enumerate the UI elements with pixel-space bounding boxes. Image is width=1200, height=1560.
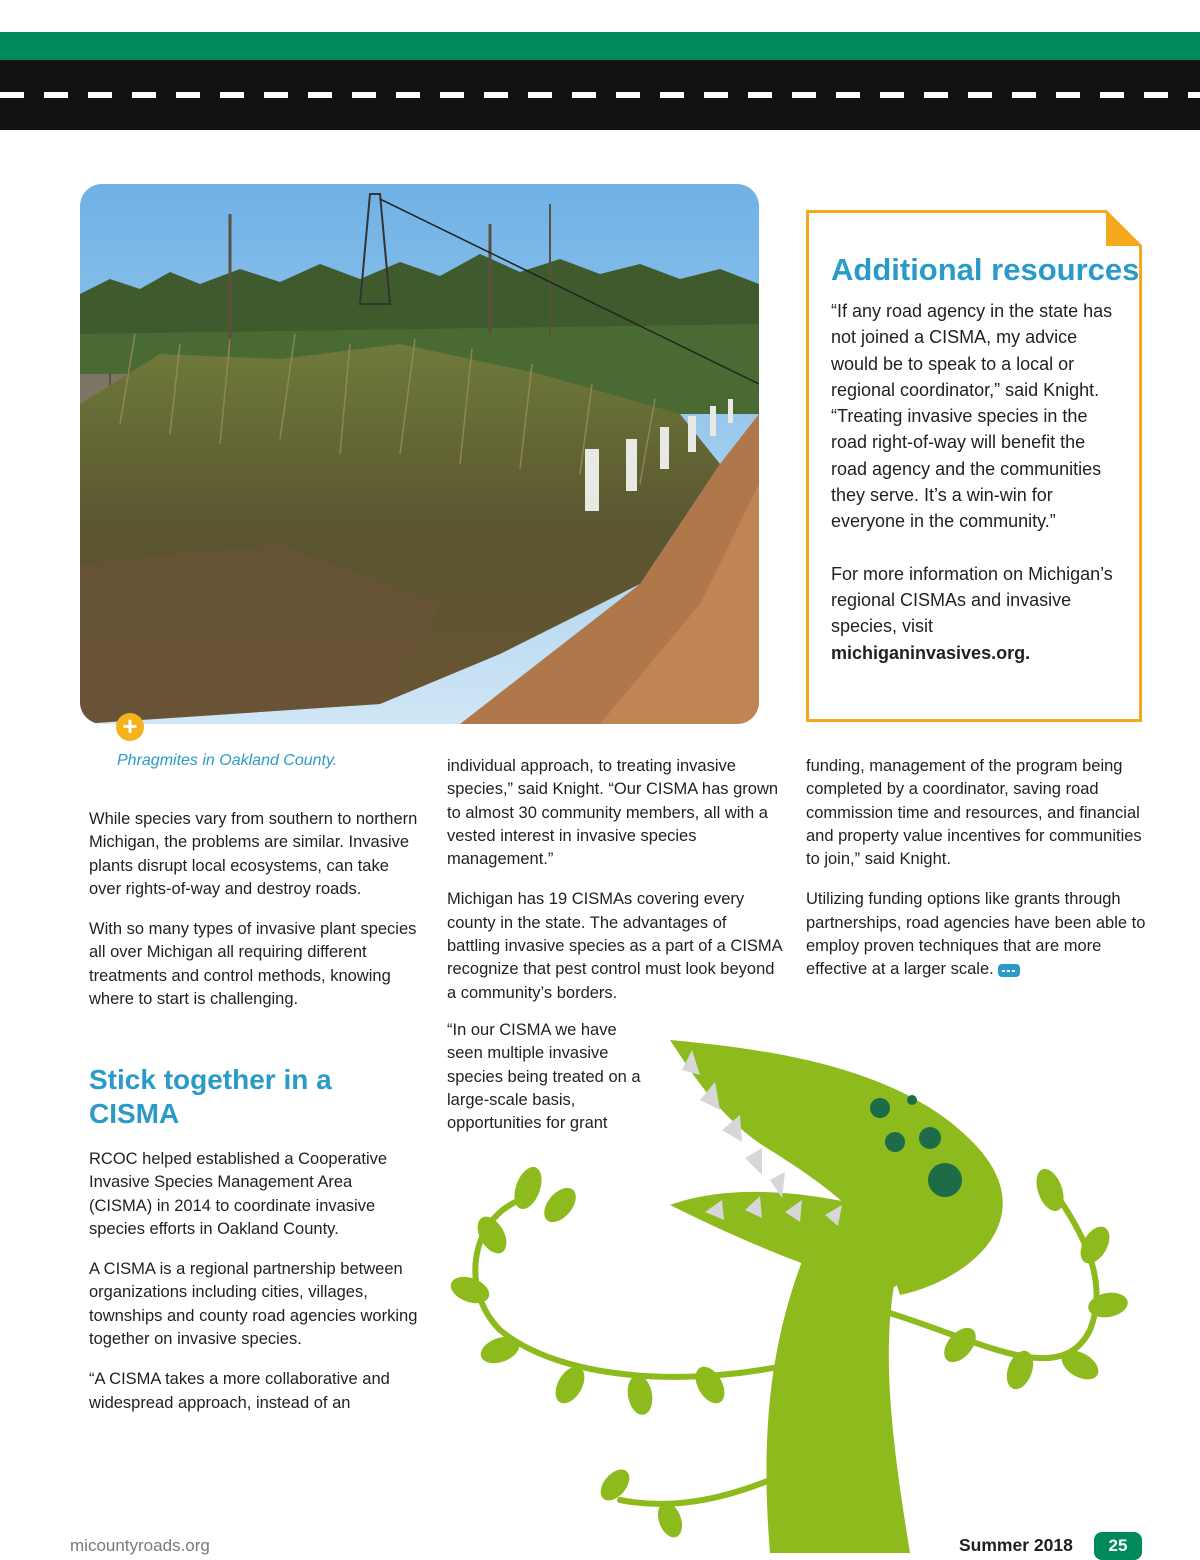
closing-paragraph-text: Utilizing funding options like grants through partnerships, road agencies have been able to employ proven techniques that are more effective at a larger scale. — [806, 890, 1146, 979]
phragmites-photo — [80, 184, 759, 724]
paragraph: funding, management of the program being completed by a coordinator, saving road commission time and resources, and financial and property value incentives for communities to join,” said Knight. — [806, 757, 1142, 869]
photo-caption: Phragmites in Oakland County. — [117, 752, 338, 769]
page-number-badge: 25 — [1094, 1532, 1142, 1560]
column-2 — [447, 755, 782, 1022]
paragraph: individual approach, to treating invasive species,” said Knight. “Our CISMA has grown to almost 30 community members, all with a vested interest in invasive species management.” — [447, 757, 779, 869]
resources-heading: Additional resources — [831, 252, 1140, 287]
section-heading: Stick together in a CISMA — [89, 1064, 332, 1129]
resources-link[interactable]: michiganinvasives.org. — [831, 642, 1031, 663]
paragraph: With so many types of invasive plant species all over Michigan all requiring different treatments and control methods, knowing where to start is challenging. — [89, 920, 417, 1009]
header-green-bar — [0, 32, 1200, 60]
end-of-article-icon — [998, 964, 1020, 977]
paragraph — [806, 888, 1151, 981]
footer-site-url[interactable]: micountyroads.org — [70, 1536, 210, 1555]
carnivorous-plant-illustration — [440, 1030, 1200, 1553]
paragraph: While species vary from southern to northern Michigan, the problems are similar. Invasive plants disrupt local ecosystems, can take over rights-of-way and destroy roads. — [89, 810, 418, 898]
resources-body — [831, 298, 1121, 692]
column-3 — [806, 755, 1151, 999]
resources-info-text: For more information on Michigan’s regional CISMAs and invasive species, visit — [831, 563, 1113, 637]
photo-illustration — [80, 184, 759, 724]
resources-info — [831, 561, 1121, 666]
column-1-continued — [89, 1148, 419, 1432]
paragraph: Michigan has 19 CISMAs covering every county in the state. The advantages of battling invasive species as a part of a CISMA recognize that pest control must look beyond a community’s borders. — [447, 890, 782, 1002]
column-1 — [89, 808, 419, 1028]
paragraph: “A CISMA takes a more collaborative and widespread approach, instead of an — [89, 1370, 390, 1412]
paragraph: A CISMA is a regional partnership between organizations including cities, villages, townships and county road agencies working together on invasive species. — [89, 1260, 418, 1349]
paragraph: “In our CISMA we have seen multiple invasive species being treated on a large-scale basis, opportunities for grant — [447, 1021, 641, 1133]
footer-issue: Summer 2018 — [959, 1535, 1073, 1555]
paragraph: RCOC helped established a Cooperative Invasive Species Management Area (CISMA) in 2014 to coordinate invasive species efforts in Oakland County. — [89, 1150, 388, 1238]
resources-quote: “If any road agency in the state has not joined a CISMA, my advice would be to speak to a local or regional coordinator,” said Knight. “Treating invasive species in the road right-of-way will benefit the road agency and the communities they serve. It’s a win-win for everyone in the community.” — [831, 301, 1113, 532]
photo-plus-icon: + — [116, 713, 144, 741]
road-center-dashes — [0, 92, 1200, 98]
